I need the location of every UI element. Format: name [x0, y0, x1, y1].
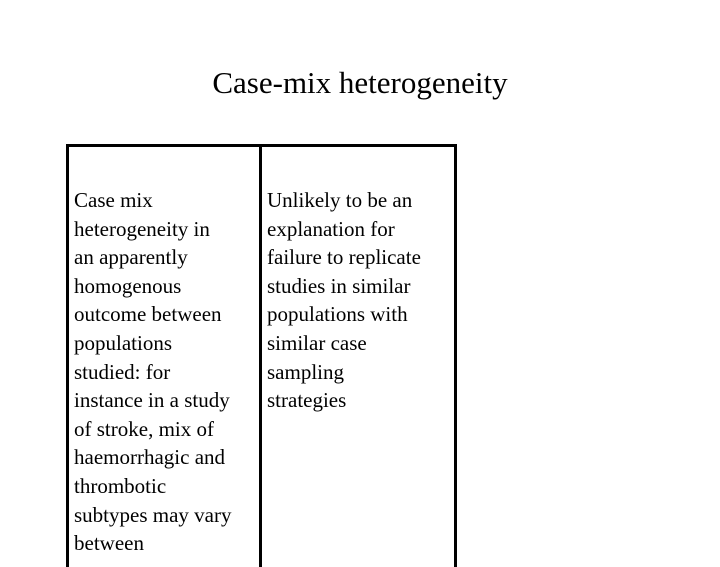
- table-cell-assessment: Unlikely to be an explanation for failure to replicate studies in similar populations with similar case sampling strategies: [267, 188, 421, 413]
- slide-title: Case-mix heterogeneity: [212, 65, 508, 100]
- column-divider: [259, 147, 262, 567]
- comparison-table: [66, 144, 457, 567]
- table-cell-description: Case mix heterogeneity in an apparently homogenous outcome between populations studied: for instance in a study of stroke, mix of haemorrhagic and thrombotic subtypes may vary between: [74, 188, 232, 556]
